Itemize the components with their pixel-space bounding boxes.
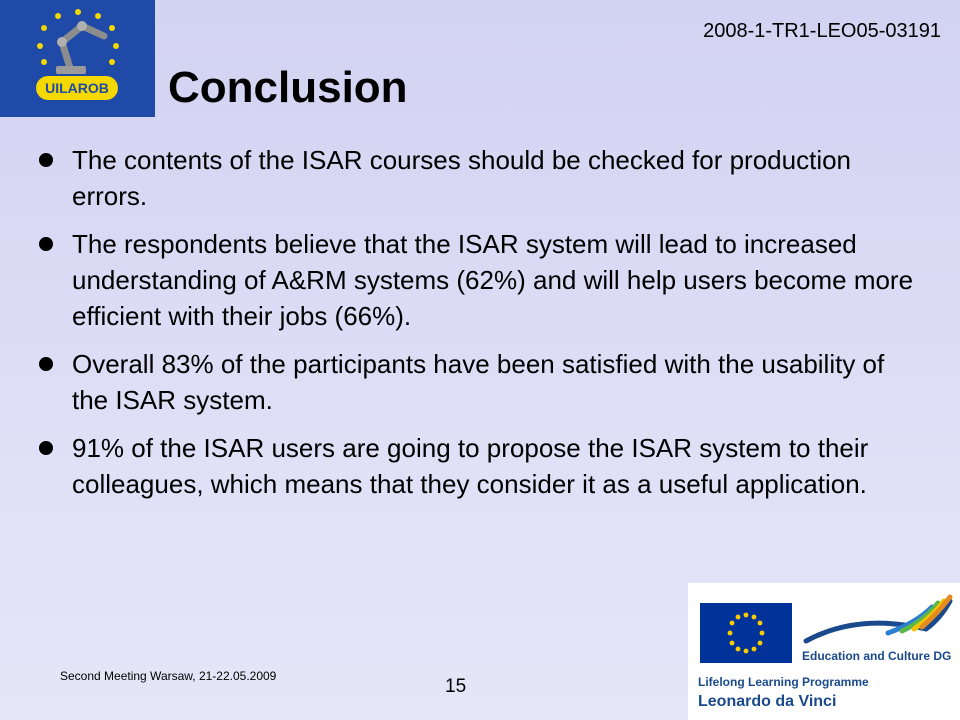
programme-label: Leonardo da Vinci bbox=[698, 693, 837, 710]
page-title: Conclusion bbox=[168, 63, 408, 112]
partner-logos bbox=[688, 583, 960, 720]
education-culture-label: Education and Culture DG bbox=[802, 649, 952, 663]
page-number: 15 bbox=[445, 676, 467, 697]
bullet-list bbox=[72, 142, 922, 514]
eu-flag-icon bbox=[700, 603, 792, 663]
llp-label: Lifelong Learning Programme bbox=[698, 675, 869, 689]
footer-meeting: Second Meeting Warsaw, 21-22.05.2009 bbox=[60, 669, 277, 683]
list-item: The contents of the ISAR courses should be checked for production errors. bbox=[72, 142, 922, 214]
list-item: 91% of the ISAR users are going to propose the ISAR system to their colleagues, which means that they consider it as a useful application. bbox=[72, 430, 922, 502]
list-item: Overall 83% of the participants have been satisfied with the usability of the ISAR system. bbox=[72, 346, 922, 418]
project-code: 2008-1-TR1-LEO05-03191 bbox=[703, 20, 941, 42]
robot-arm bbox=[62, 26, 104, 68]
robot-arm-logo-graphic bbox=[0, 0, 155, 117]
list-item: The respondents believe that the ISAR system will lead to increased understanding of A&RM systems (62%) and will help users become more efficient with their jobs (66%). bbox=[72, 226, 922, 334]
logo-text: UILAROB bbox=[45, 80, 109, 96]
swoosh-icon bbox=[806, 597, 950, 641]
project-logo bbox=[0, 0, 155, 117]
